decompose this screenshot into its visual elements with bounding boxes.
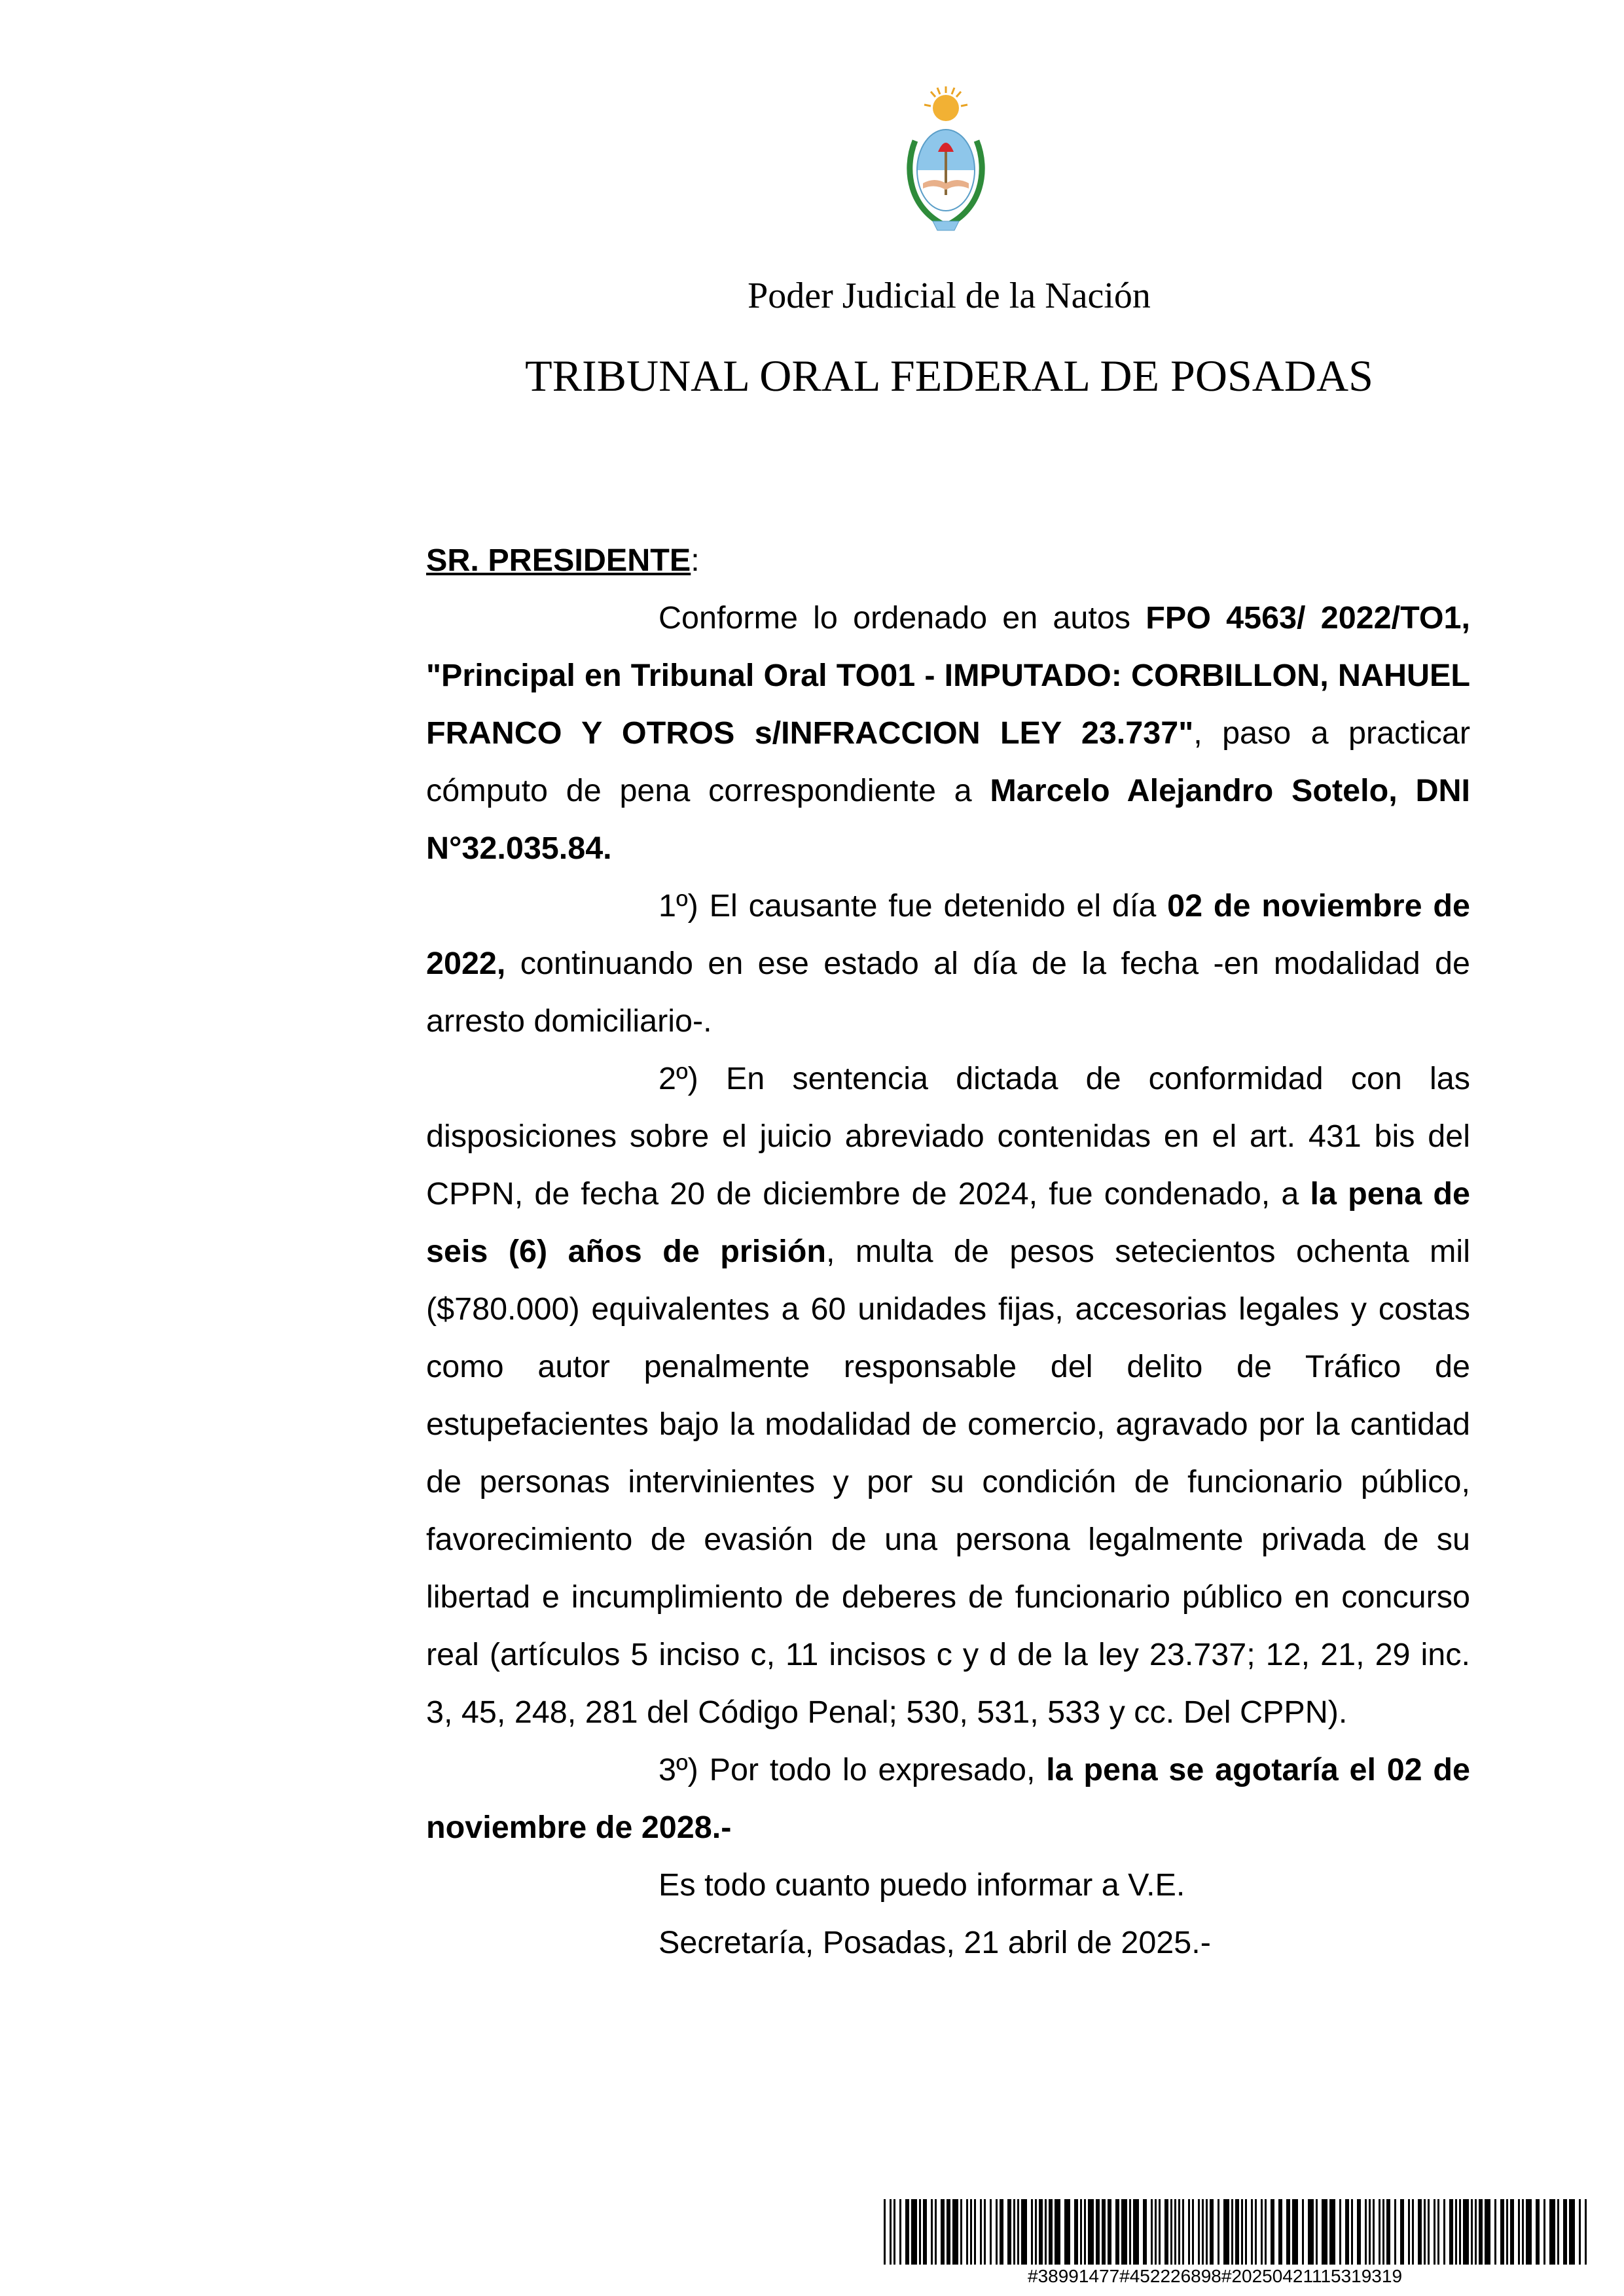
paragraph-3: 3º) Por todo lo expresado, la pena se agotaría el 02 de noviembre de 2028.- [426, 1752, 1470, 1845]
paragraph-2: 2º) En sentencia dictada de conformidad con las disposiciones sobre el juicio abreviado contenidas en el art. 431 bis del CPPN, de fecha 20 de diciembre de 2024, fue condenado, a la pena de seis (6) años de prisión, multa de pesos setecientos ochenta mil ($780.000) equivalentes a 60 unidades fijas, accesorias legales y costas como autor penalmente responsable del delito de Tráfico de estupefacientes bajo la modalidad de comercio, agravado por la cantidad de personas intervinientes y por su condición de funcionario público, favorecimiento de evasión de una persona legalmente privada de su libertad e incumplimiento de deberes de funcionario público en concurso real (artículos 5 inciso c, 11 incisos c y d de la ley 23.737; 12, 21, 29 inc. 3, 45, 248, 281 del Código Penal; 530, 531, 533 y cc. Del CPPN). [426, 1061, 1470, 1730]
date-line: Secretaría, Posadas, 21 abril de 2025.- [659, 1925, 1211, 1960]
closing-line: Es todo cuanto puedo informar a V.E. [659, 1867, 1185, 1903]
sentence: la pena de seis (6) años de prisión [426, 1176, 1470, 1269]
org-name: Poder Judicial de la Nación [748, 276, 1151, 316]
paragraph-1: 1º) El causante fue detenido el día 02 de noviembre de 2022, continuando en ese estado al día de la fecha -en modalidad de arresto domiciliario-. [426, 888, 1470, 1039]
case-reference: FPO 4563/ 2022/TO1, "Principal en Tribunal Oral TO01 - IMPUTADO: CORBILLON, NAHUEL FRANCO Y OTROS s/INFRACCION LEY 23.737" [426, 600, 1471, 751]
barcode [884, 2199, 1591, 2265]
sentence-end-date: la pena se agotaría el 02 de noviembre de 2028.- [426, 1752, 1470, 1845]
argentine-coat-of-arms-icon [897, 79, 995, 242]
paragraph-intro: Conforme lo ordenado en autos FPO 4563/ 2022/TO1, "Principal en Tribunal Oral TO01 - IMPUTADO: CORBILLON, NAHUEL FRANCO Y OTROS s/INFRACCION LEY 23.737", paso a practicar cómputo de pena correspondiente a Marcelo Alejandro Sotelo, DNI N°32.035.84. [426, 600, 1471, 866]
barcode-text: #38991477#452226898#20250421115319319 [1028, 2266, 1403, 2286]
court-name: TRIBUNAL ORAL FEDERAL DE POSADAS [525, 351, 1373, 401]
salutation-label: SR. PRESIDENTE [426, 543, 691, 578]
salutation: SR. PRESIDENTE: [426, 543, 700, 578]
detention-date: 02 de noviembre de 2022, [426, 888, 1470, 981]
letter-body [426, 531, 1470, 1971]
defendant-name: Marcelo Alejandro Sotelo, DNI N°32.035.84. [426, 773, 1470, 866]
